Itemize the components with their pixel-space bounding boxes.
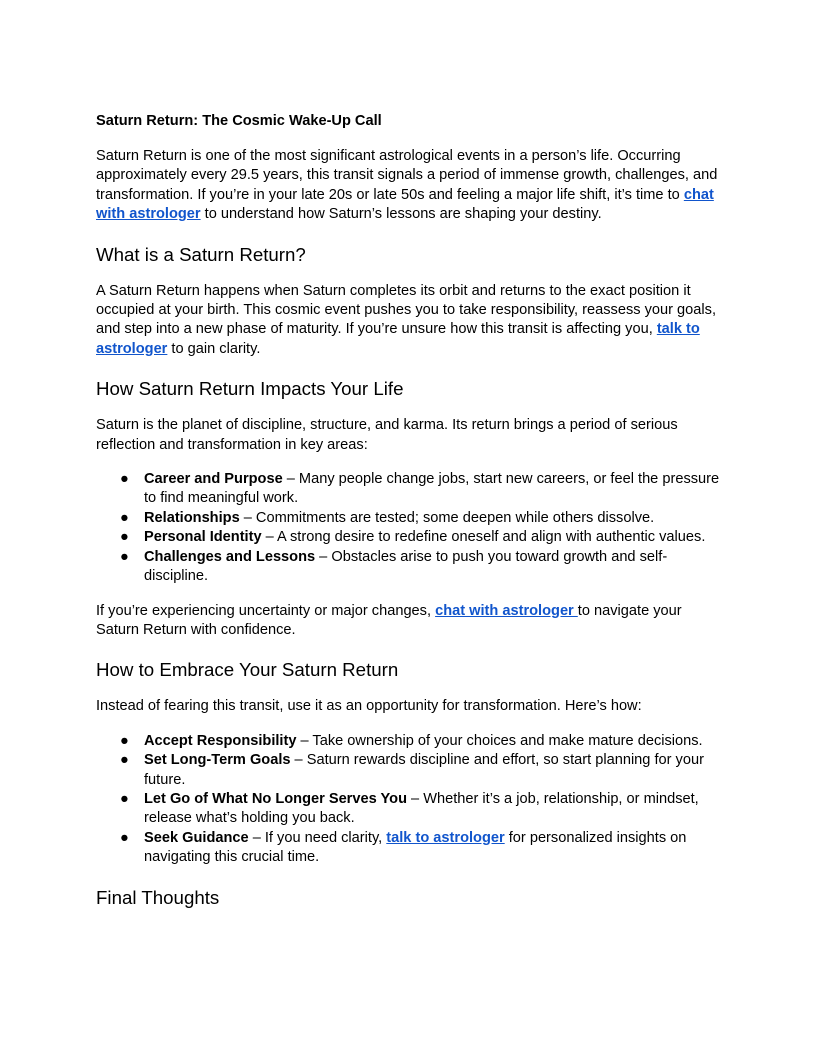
section-what-is-paragraph bbox=[96, 282, 726, 360]
section-embrace-intro: Instead of fearing this transit, use it as an opportunity for transformation. Here’s how: bbox=[96, 698, 642, 715]
list-item-text: – Saturn rewards discipline and effort, so start planning for your future. bbox=[144, 752, 704, 788]
list-item bbox=[96, 528, 726, 547]
intro-text-before: Saturn Return is one of the most significant astrological events in a person’s life. Occurring approximately every 29.5 years, this transit signals a period of immense growth, challenges, and transformation. If you’re in your late 20s or late 50s and feeling a major life shift, it’s time to bbox=[96, 148, 718, 203]
section-heading-embrace: How to Embrace Your Saturn Return bbox=[96, 659, 399, 681]
list-item-text-before: – If you need clarity, bbox=[248, 829, 387, 846]
list-item bbox=[96, 548, 726, 587]
section-impacts-outro bbox=[96, 602, 726, 641]
list-item-text: – Commitments are tested; some deepen while others dissolve. bbox=[239, 509, 655, 526]
intro-text-after: to understand how Saturn’s lessons are shaping your destiny. bbox=[200, 206, 602, 223]
document-page bbox=[96, 112, 726, 925]
list-item-label: Let Go of What No Longer Serves You bbox=[144, 790, 407, 807]
intro-paragraph bbox=[96, 147, 726, 225]
list-item bbox=[96, 790, 726, 829]
list-item-label: Set Long-Term Goals bbox=[144, 752, 291, 769]
list-item bbox=[96, 509, 726, 528]
document-title: Saturn Return: The Cosmic Wake-Up Call bbox=[96, 113, 382, 129]
list-item-label: Accept Responsibility bbox=[144, 732, 297, 749]
list-item-label: Challenges and Lessons bbox=[144, 548, 316, 565]
list-item-text: – A strong desire to redefine oneself and align with authentic values. bbox=[261, 529, 706, 546]
bullet-icon: ● bbox=[120, 509, 129, 526]
list-item bbox=[96, 470, 726, 509]
list-item bbox=[96, 829, 726, 868]
list-item bbox=[96, 732, 726, 751]
list-item-text: – Whether it’s a job, relationship, or mindset, release what’s holding you back. bbox=[144, 790, 699, 827]
section-what-is-text-before: A Saturn Return happens when Saturn completes its orbit and returns to the exact position it occupied at your birth. This cosmic event pushes you to take responsibility, reassess your goals, and step into a new phase of maturity. If you’re unsure how this transit is affecting you, bbox=[96, 282, 716, 338]
section-heading-impacts: How Saturn Return Impacts Your Life bbox=[96, 378, 404, 400]
bullet-icon: ● bbox=[120, 529, 129, 546]
section-heading-what-is: What is a Saturn Return? bbox=[96, 243, 306, 265]
bullet-icon: ● bbox=[120, 732, 129, 749]
list-item-text: – Take ownership of your choices and make mature decisions. bbox=[296, 732, 703, 749]
section-impacts-intro: Saturn is the planet of discipline, structure, and karma. Its return brings a period of serious reflection and transformation in key areas: bbox=[96, 417, 678, 453]
chat-with-astrologer-link-2[interactable]: chat with astrologer bbox=[435, 602, 578, 619]
embrace-list bbox=[96, 732, 726, 868]
list-item-text: – Many people change jobs, start new careers, or feel the pressure to find meaningful work. bbox=[144, 471, 720, 507]
section-heading-final-thoughts: Final Thoughts bbox=[96, 886, 220, 908]
bullet-icon: ● bbox=[120, 829, 129, 846]
talk-to-astrologer-link-2[interactable]: talk to astrologer bbox=[386, 829, 505, 846]
section-impacts-outro-after: to navigate your Saturn Return with confidence. bbox=[96, 602, 682, 638]
list-item bbox=[96, 751, 726, 790]
impacts-list bbox=[96, 470, 726, 586]
list-item-label: Career and Purpose bbox=[144, 471, 283, 488]
list-item-text: – Obstacles arise to push you toward growth and self-discipline. bbox=[144, 548, 668, 585]
list-item-label: Relationships bbox=[144, 509, 240, 526]
bullet-icon: ● bbox=[120, 752, 129, 769]
list-item-text-after: for personalized insights on navigating this crucial time. bbox=[144, 829, 687, 866]
bullet-icon: ● bbox=[120, 471, 129, 488]
section-what-is-text-after: to gain clarity. bbox=[167, 340, 261, 357]
chat-with-astrologer-link[interactable]: chat with astrologer bbox=[96, 186, 714, 223]
talk-to-astrologer-link[interactable]: talk to astrologer bbox=[96, 321, 700, 357]
section-impacts-outro-before: If you’re experiencing uncertainty or major changes, bbox=[96, 602, 436, 619]
bullet-icon: ● bbox=[120, 548, 129, 565]
list-item-label: Seek Guidance bbox=[144, 829, 249, 846]
list-item-label: Personal Identity bbox=[144, 529, 262, 546]
bullet-icon: ● bbox=[120, 790, 129, 807]
